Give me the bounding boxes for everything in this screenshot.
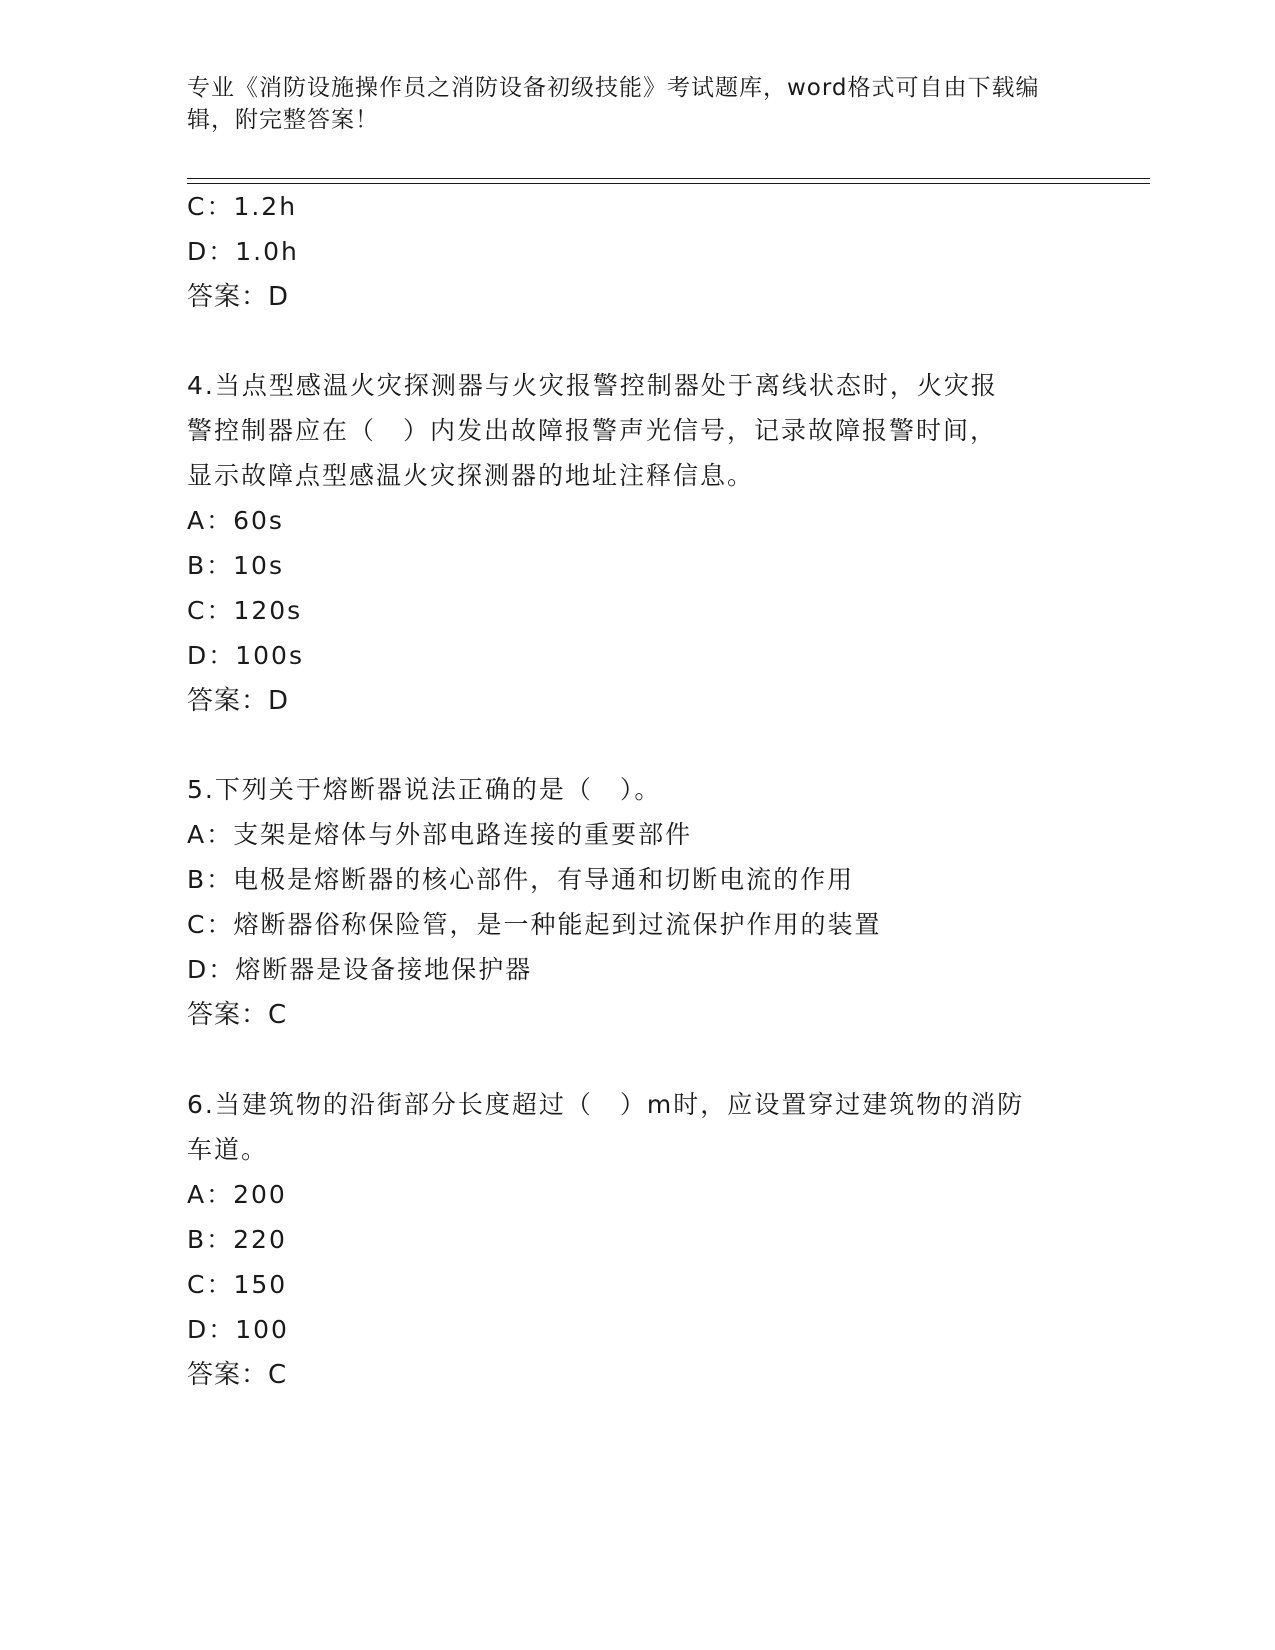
question-4-option-a: A：60s [187,506,284,535]
question-6-option-a: A：200 [187,1180,287,1209]
question-4-option-d: D：100s [187,641,304,670]
question-4-option-c: C：120s [187,596,303,625]
header-line-1: 专业《消防设施操作员之消防设备初级技能》考试题库，word格式可自由下载编 [187,75,1040,101]
page-header [187,72,1067,136]
question-5-option-a: A：支架是熔体与外部电路连接的重要部件 [187,820,693,849]
question-5-line-1: 5.下列关于熔断器说法正确的是（ ）。 [187,775,662,804]
question-4-line-3: 显示故障点型感温火灾探测器的地址注释信息。 [187,461,755,490]
question-6-answer: 答案：C [187,1360,288,1390]
question-6-option-b: B：220 [187,1225,287,1254]
header-divider-top [187,178,1150,179]
question-5-option-b: B：电极是熔断器的核心部件，有导通和切断电流的作用 [187,865,855,894]
question-6-option-d: D：100 [187,1315,289,1344]
question-6-line-1: 6.当建筑物的沿街部分长度超过（ ）m时，应设置穿过建筑物的消防 [187,1090,1025,1119]
question-5-answer: 答案：C [187,1000,288,1030]
header-divider-bottom [187,183,1150,184]
question-6-line-2: 车道。 [187,1135,269,1164]
question-4-answer: 答案：D [187,686,290,716]
question-5-option-c: C：熔断器俗称保险管，是一种能起到过流保护作用的装置 [187,910,882,939]
carryover-option-d: D：1.0h [187,237,299,266]
question-4-line-1: 4.当点型感温火灾探测器与火灾报警控制器处于离线状态时，火灾报 [187,371,998,400]
question-4-line-2: 警控制器应在（ ）内发出故障报警声光信号，记录故障报警时间， [187,416,998,445]
carryover-option-c: C：1.2h [187,192,298,221]
header-line-2: 辑，附完整答案！ [187,107,379,133]
carryover-answer: 答案：D [187,282,290,312]
question-4-option-b: B：10s [187,551,284,580]
question-6-option-c: C：150 [187,1270,288,1299]
question-5-option-d: D：熔断器是设备接地保护器 [187,955,533,984]
